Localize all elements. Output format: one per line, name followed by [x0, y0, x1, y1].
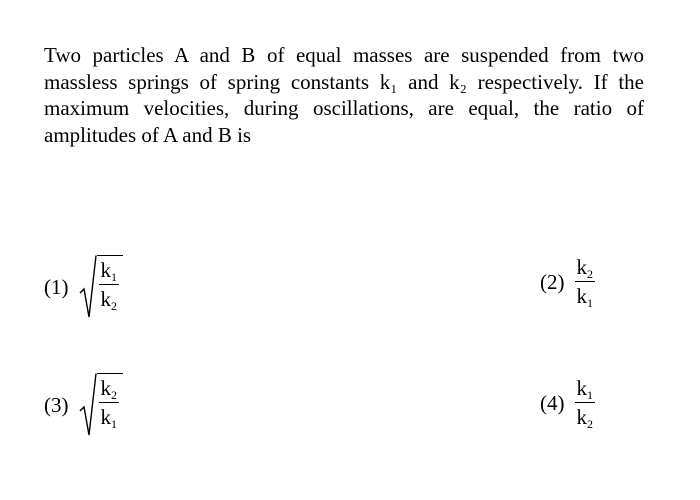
option-4-fraction [575, 376, 596, 432]
option-1-numerator: $k_1$ [100, 258, 117, 284]
option-2[interactable] [540, 255, 595, 311]
option-3-fraction [99, 376, 120, 432]
square-root-sign [79, 255, 124, 319]
option-2-numerator: $k_2$ [576, 255, 593, 281]
radical-icon [79, 255, 97, 319]
option-3-numerator: $k_2$ [100, 376, 117, 402]
option-4-label: (4) [540, 390, 565, 415]
option-4-denominator: $k_2$ [576, 405, 593, 432]
radical-icon [79, 373, 97, 437]
option-1[interactable] [44, 255, 123, 319]
option-1-fraction [99, 258, 120, 314]
option-2-label: (2) [540, 269, 565, 294]
option-4-numerator: $k_1$ [576, 376, 593, 402]
square-root-sign [79, 373, 124, 437]
option-4[interactable] [540, 376, 595, 432]
option-2-denominator: $k_1$ [576, 284, 593, 311]
question-text: Two particles A and B of equal masses are suspended from two massless springs of spring constants k₁ and k₂ respectively. If the maximum velocities, during oscillations, are equal, the ratio of amplitudes of A and B is [44, 43, 644, 147]
option-2-fraction [575, 255, 596, 311]
option-3[interactable] [44, 373, 123, 437]
option-3-label: (3) [44, 392, 69, 417]
option-3-denominator: $k_1$ [100, 405, 117, 432]
option-1-label: (1) [44, 274, 69, 299]
option-1-denominator: $k_2$ [100, 287, 117, 314]
